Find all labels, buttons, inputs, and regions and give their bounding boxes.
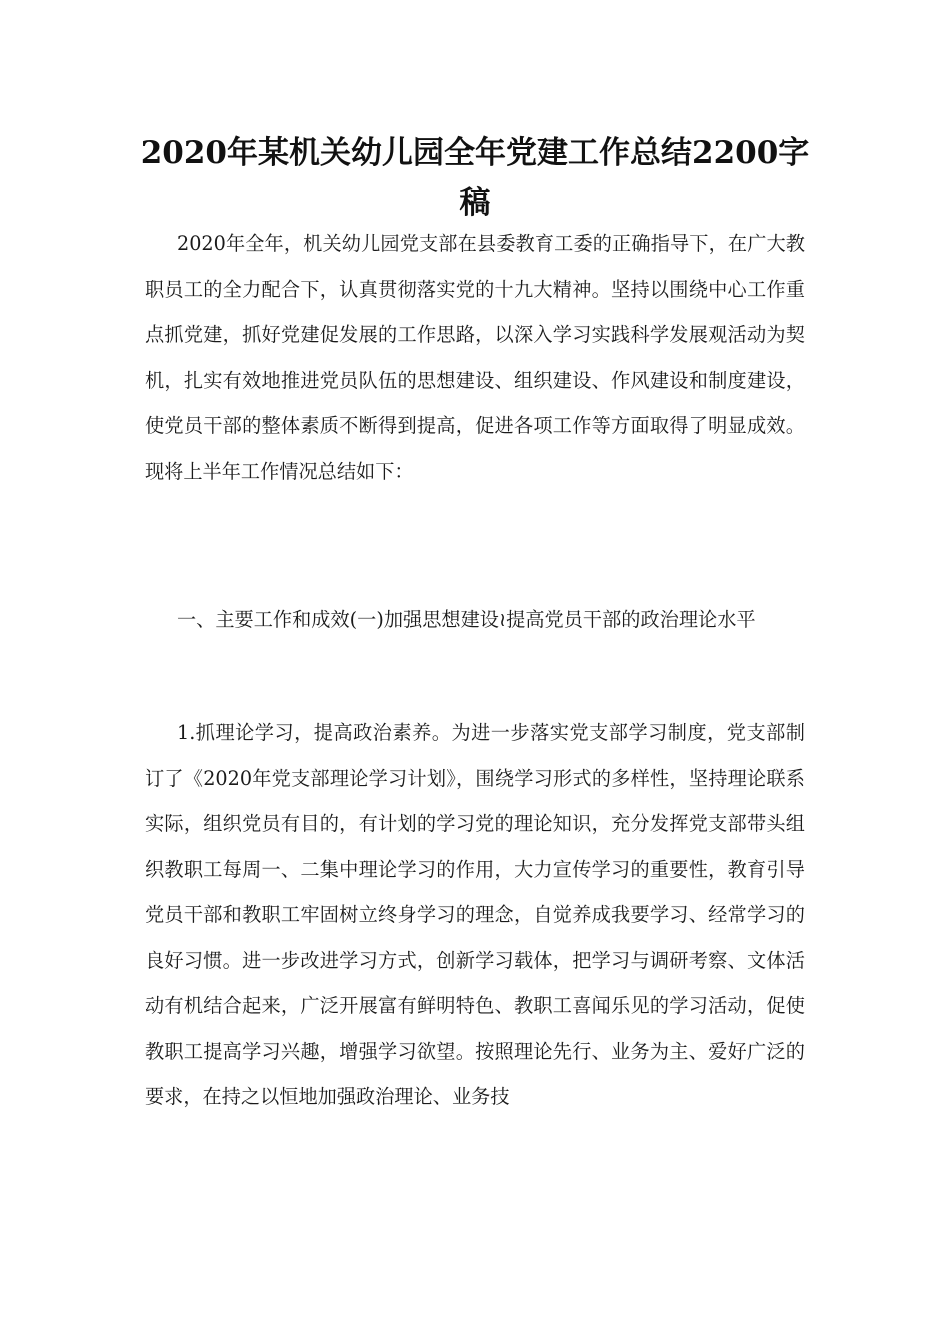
intro-paragraph: 2020年全年，机关幼儿园党支部在县委教育工委的正确指导下，在广大教职员工的全力配合下，认真贯彻落实党的十九大精神。坚持以围绕中心工作重点抓党建，抓好党建促发展的工作思路，以深入学习实践科学发展观活动为契机，扎实有效地推进党员队伍的思想建设、组织建设、作风建设和制度建设，使党员干部的整体素质不断得到提高，促进各项工作等方面取得了明显成效。现将上半年工作情况总结如下： — [145, 232, 805, 483]
document-title: 2020年某机关幼儿园全年党建工作总结2200字稿 — [140, 135, 810, 221]
theory-study-paragraph: 1.抓理论学习，提高政治素养。为进一步落实党支部学习制度，党支部制订了《2020年党支部理论学习计划》，围绕学习形式的多样性，坚持理论联系实际，组织党员有目的，有计划的学习党的理论知识，充分发挥党支部带头组织教职工每周一、二集中理论学习的作用，大力宣传学习的重要性，教育引导党员干部和教职工牢固树立终身学习的理念，自觉养成我要学习、经常学习的良好习惯。进一步改进学习方式，创新学习载体，把学习与调研考察、文体活动有机结合起来，广泛开展富有鲜明特色、教职工喜闻乐见的学习活动，促使教职工提高学习兴趣，增强学习欲望。按照理论先行、业务为主、爱好广泛的要求，在持之以恒地加强政治理论、业务技 — [145, 721, 805, 1108]
section-heading-paragraph: 一、主要工作和成效(一)加强思想建设≀提高党员干部的政治理论水平 — [177, 608, 756, 631]
